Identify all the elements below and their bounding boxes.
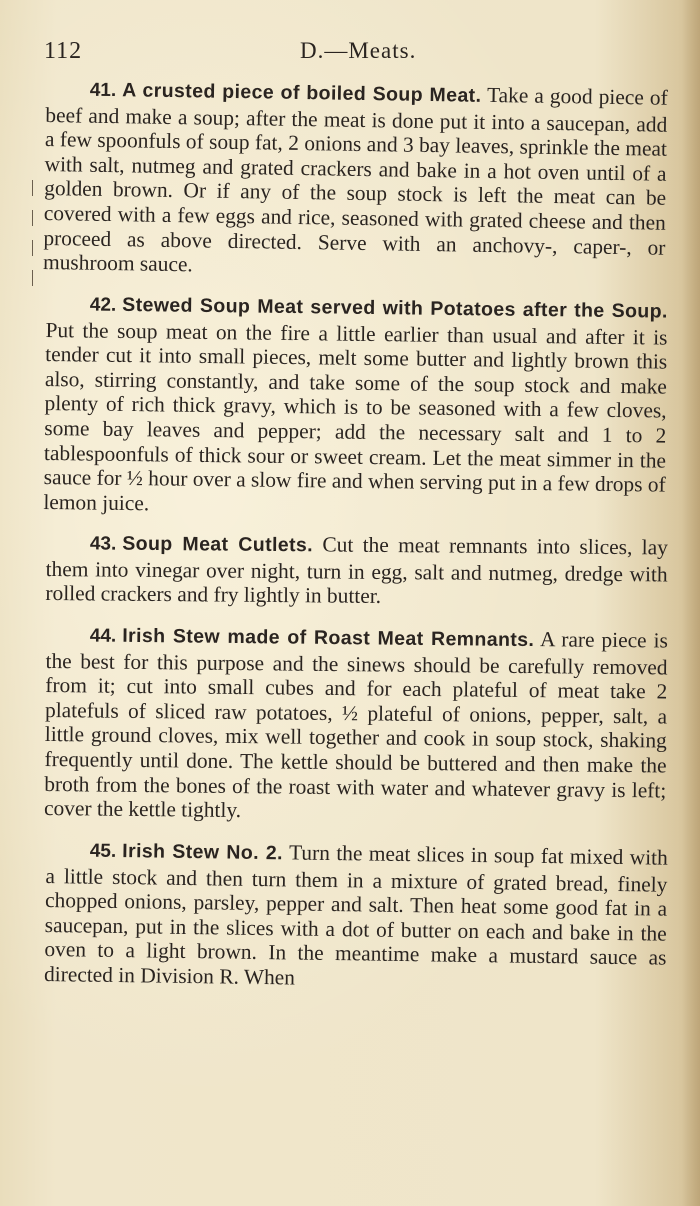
recipe-title: Stewed Soup Meat served with Potatoes after the Soup. bbox=[122, 293, 668, 323]
recipe-number: 44. bbox=[89, 625, 117, 647]
recipe-body: Put the soup meat on the fire a little earlier than usual and after it is tender cut it into small pieces, melt some butter and lightly brown this also, stirring constantly, and take some of the soup stock and make plenty of rich thick gravy, which is to be seasoned with a few cloves, some bay leaves and pepper; add the necessary salt and 1 to 2 tablespoonfuls of thick sour or sweet cream. Let the meat simmer in the sauce for ½ hour over a slow fire and when serving put in a few drops of lemon juice. bbox=[43, 317, 668, 515]
recipe-body: Turn the meat slices in soup fat mixed with a little stock and then turn them in a mixture of grated bread, finely chopped onions, parsley, pepper and salt. Then heat some good fat in a saucepan, put in the slices with a dot of butter on each and bake in the oven to a light brown. In the meantime make a mustard sauce as directed in Division R. When bbox=[43, 840, 668, 990]
recipe-paragraph bbox=[43, 76, 668, 284]
recipe-number: 43. bbox=[89, 533, 117, 555]
recipe-41 bbox=[43, 76, 668, 284]
page-header bbox=[44, 38, 664, 68]
recipe-paragraph bbox=[43, 291, 668, 522]
recipe-body: Cut the meat remnants into slices, lay them into vinegar over night, turn in egg, salt and nutmeg, dredge with rolled crackers and fry lightly in butter. bbox=[45, 532, 668, 609]
recipe-list bbox=[42, 76, 668, 1002]
recipe-number: 45. bbox=[89, 840, 117, 862]
recipe-body: A rare piece is the best for this purpose and the sinews should be carefully removed from it; cut into small cubes and for each plateful of meat take 2 platefuls of sliced raw potatoes, ½ plateful of onions, pepper, salt, a little ground cloves, mix well together and cook in soup stock, shaking frequently until done. The kettle should be buttered and then make the broth from the bones of the roast with water and whatever gravy is left; cover the kettle tightly. bbox=[43, 627, 668, 823]
recipe-45 bbox=[44, 837, 668, 995]
recipe-number: 42. bbox=[89, 294, 117, 316]
recipe-paragraph bbox=[44, 837, 668, 995]
page-number: 112 bbox=[44, 38, 83, 64]
recipe-title: A crusted piece of boiled Soup Meat. bbox=[122, 79, 482, 107]
recipe-title: Irish Stew No. 2. bbox=[122, 839, 284, 864]
margin-pencil-marks bbox=[30, 180, 36, 320]
recipe-number: 41. bbox=[89, 79, 117, 102]
recipe-43 bbox=[45, 530, 668, 611]
recipe-44 bbox=[44, 622, 668, 827]
recipe-title: Soup Meat Cutlets. bbox=[122, 532, 314, 557]
recipe-42 bbox=[43, 291, 668, 522]
recipe-paragraph bbox=[44, 622, 668, 827]
recipe-title: Irish Stew made of Roast Meat Remnants. bbox=[122, 624, 535, 651]
recipe-paragraph bbox=[45, 530, 668, 611]
running-head: D.—Meats. bbox=[300, 38, 417, 63]
recipe-body: Take a good piece of beef and make a soup; after the meat is done put it into a saucepan, add a few spoonfuls of soup fat, 2 onions and 3 bay leaves, sprinkle the meat with salt, nutmeg and grated crackers and bake in a hot oven until of a golden brown. Or if any of the soup stock is left the meat can be covered with a few eggs and rice, seasoned with grated cheese and then proceed as above directed. Serve with an anchovy-, caper-, or mushroom sauce. bbox=[42, 82, 668, 277]
page-edge-shadow bbox=[682, 0, 700, 1206]
